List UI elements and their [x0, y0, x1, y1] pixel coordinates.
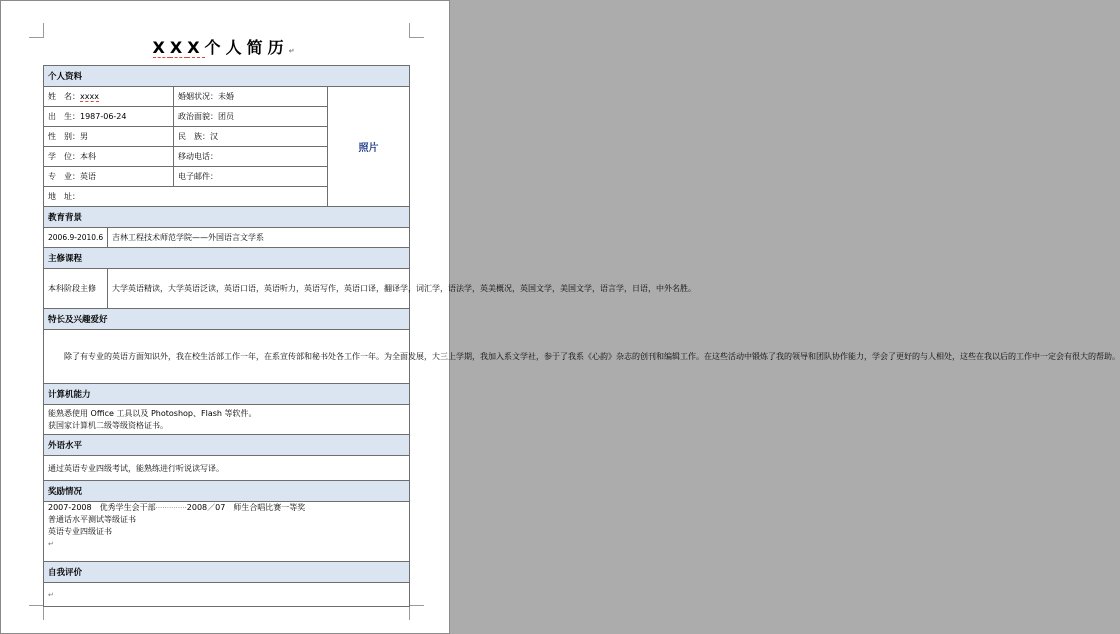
- paragraph-mark-icon: ↵: [48, 591, 54, 599]
- title-char: 个: [204, 38, 226, 57]
- title-char: 历: [267, 38, 289, 57]
- major-cell[interactable]: 专 业：英语: [44, 167, 174, 187]
- ethnic-cell[interactable]: 民 族：汉: [174, 127, 328, 147]
- title-char: X: [169, 38, 188, 57]
- paragraph-mark-icon: ↵: [288, 47, 300, 55]
- award-line: 普通话水平测试等级证书: [48, 515, 136, 524]
- self-evaluation-text[interactable]: [44, 583, 410, 607]
- marital-cell[interactable]: 婚姻状况：未婚: [174, 87, 328, 107]
- language-text[interactable]: 通过英语专业四级考试，能熟练进行听说读写译。: [44, 456, 410, 481]
- section-header-courses[interactable]: 主修课程: [44, 248, 410, 269]
- degree-cell[interactable]: 学 位：本科: [44, 147, 174, 167]
- title-char: X: [152, 38, 170, 57]
- title-char: 简: [246, 38, 268, 57]
- address-cell[interactable]: 地 址：: [44, 187, 328, 207]
- photo-placeholder[interactable]: 照片: [328, 87, 410, 207]
- political-cell[interactable]: 政治面貌：团员: [174, 107, 328, 127]
- award-line: 2008／07 师生合唱比赛一等奖: [186, 503, 306, 512]
- margin-corner-bottom-right: [409, 605, 424, 620]
- resume-table[interactable]: [43, 65, 1120, 607]
- page-title[interactable]: [1, 35, 451, 58]
- title-char: 人: [225, 38, 247, 57]
- section-header-personal[interactable]: 个人资料: [44, 66, 410, 87]
- courses-label[interactable]: 本科阶段主修: [44, 269, 108, 309]
- section-header-computer[interactable]: 计算机能力: [44, 384, 410, 405]
- margin-corner-bottom-left: [29, 605, 44, 620]
- name-label: 姓 名：: [48, 92, 80, 101]
- gender-cell[interactable]: 性 别：男: [44, 127, 174, 147]
- computer-line: 能熟悉使用 Office 工具以及 Photoshop、Flash 等软件。: [48, 408, 257, 418]
- education-period[interactable]: 2006.9-2010.6: [44, 228, 108, 248]
- paragraph-mark-icon: ↵: [48, 540, 54, 548]
- hobbies-text[interactable]: 除了有专业的英语方面知识外，我在校生活部工作一年，在系宣传部和秘书处各工作一年。为全面发展，大三上学期，我加入系文学社，参于了我系《心韵》杂志的创刊和编辑工作。在这些活动中锻炼了我的领导和团队协作能力，学会了更好的与人相处，这些在我以后的工作中一定会有很大的帮助。: [44, 330, 410, 384]
- award-line: 2007-2008 优秀学生会干部: [48, 503, 156, 512]
- section-header-language[interactable]: 外语水平: [44, 435, 410, 456]
- awards-text[interactable]: 2007-2008 优秀学生会干部··············2008／07 师生合唱比赛一等奖 普通话水平测试等级证书 英语专业四级证书 ↵: [44, 502, 410, 562]
- name-value: xxxx: [80, 92, 99, 101]
- award-line: 英语专业四级证书: [48, 527, 112, 536]
- mobile-cell[interactable]: 移动电话：: [174, 147, 328, 167]
- section-header-self[interactable]: 自我评价: [44, 562, 410, 583]
- computer-text[interactable]: [44, 405, 410, 435]
- name-cell[interactable]: [44, 87, 174, 107]
- courses-text[interactable]: 大学英语精读，大学英语泛读，英语口语，英语听力，英语写作，英语口译，翻译学，词汇学，语法学，英美概况，英国文学，美国文学，语言学，日语，中外名胜。: [108, 269, 410, 309]
- birth-cell[interactable]: 出 生：1987-06-24: [44, 107, 174, 127]
- education-school[interactable]: 吉林工程技术师范学院——外国语言文学系: [108, 228, 410, 248]
- section-header-awards[interactable]: 奖励情况: [44, 481, 410, 502]
- title-char: X: [187, 38, 205, 57]
- section-header-hobbies[interactable]: 特长及兴趣爱好: [44, 309, 410, 330]
- computer-line: 获国家计算机二级等级资格证书。: [48, 420, 168, 430]
- section-header-education[interactable]: 教育背景: [44, 207, 410, 228]
- email-cell[interactable]: 电子邮件：: [174, 167, 328, 187]
